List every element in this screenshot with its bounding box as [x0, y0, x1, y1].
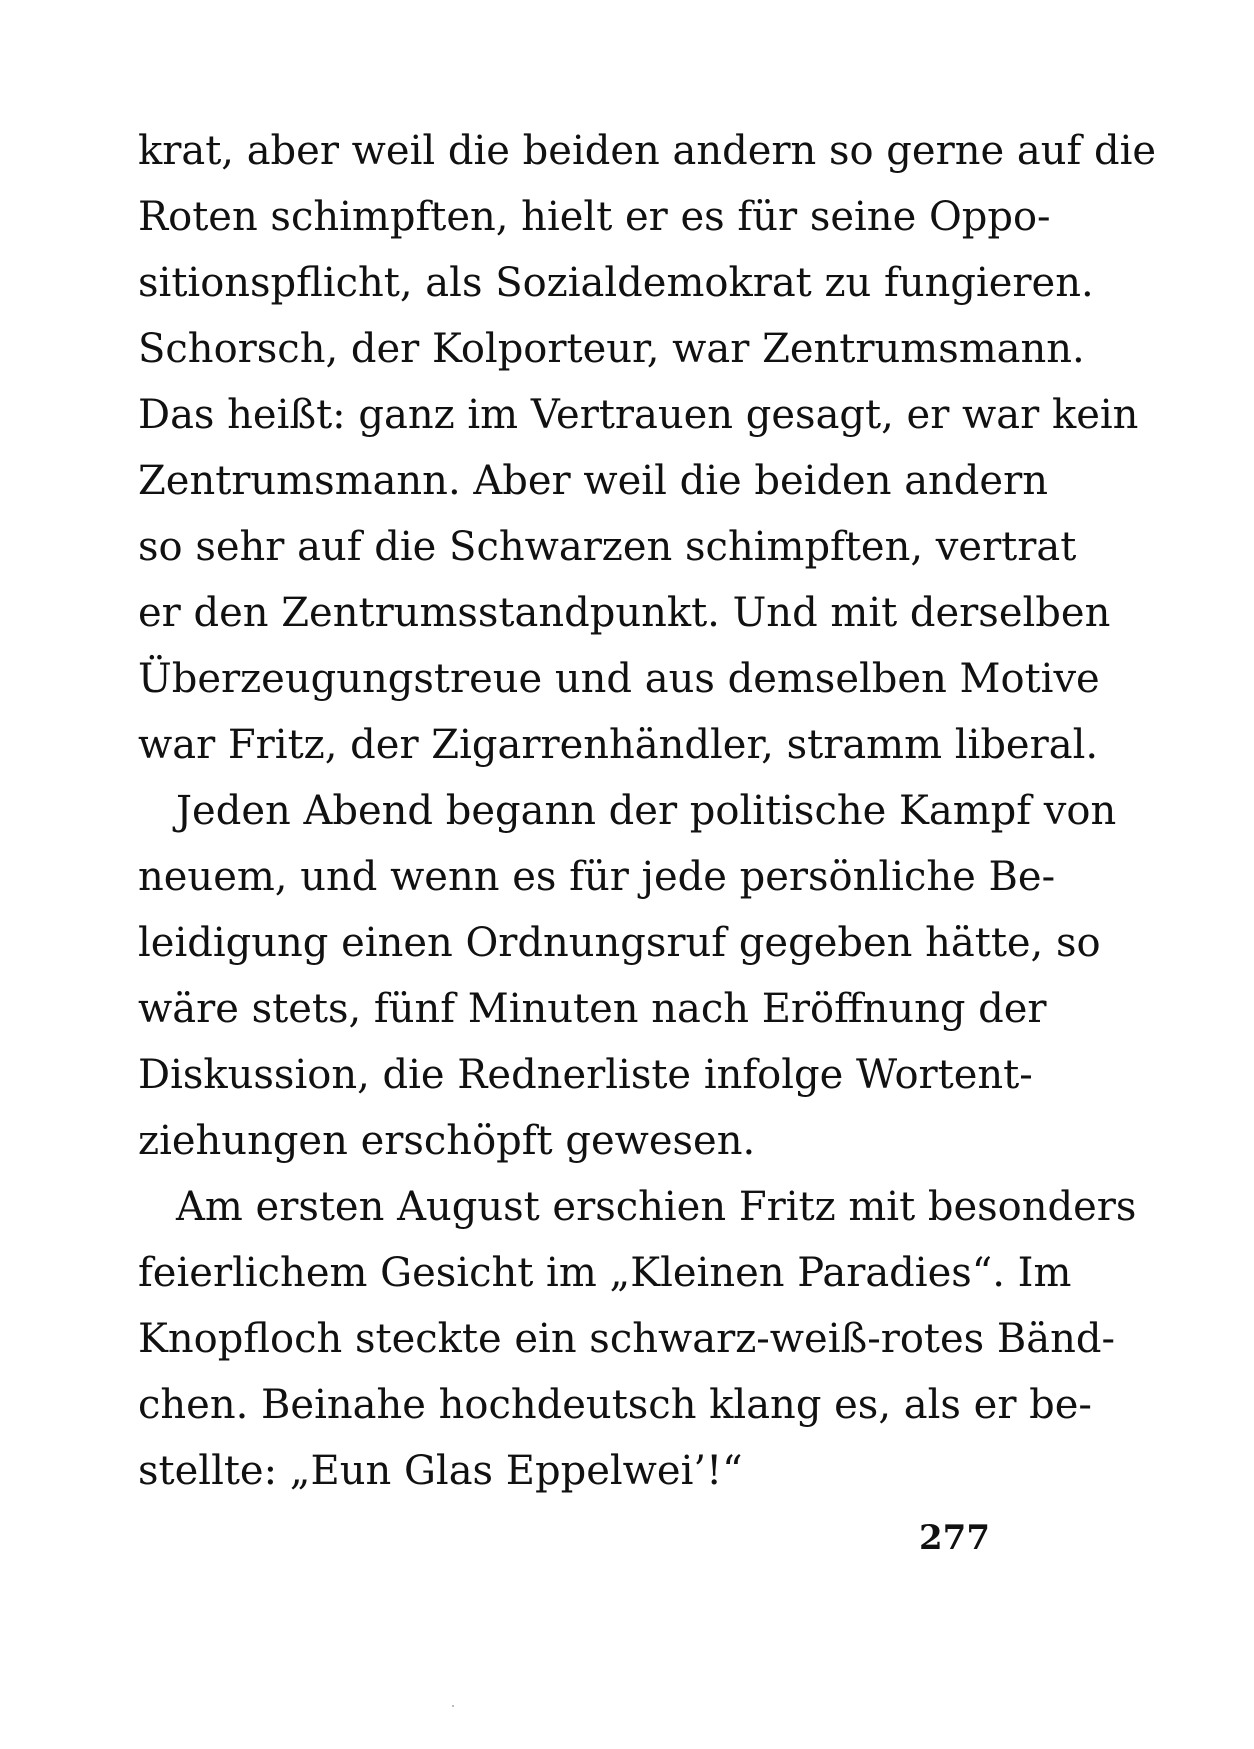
body-text: [138, 118, 1157, 1504]
text-line: leidigung einen Ordnungsruf gegeben hätte, so: [138, 920, 1101, 966]
text-line: war Fritz, der Zigarrenhändler, stramm liberal.: [138, 722, 1099, 768]
text-line: ziehungen erschöpft gewesen.: [138, 1118, 756, 1164]
text-line: er den Zentrumsstandpunkt. Und mit derselben: [138, 590, 1111, 636]
text-line: chen. Beinahe hochdeutsch klang es, als er be-: [138, 1382, 1092, 1428]
text-line: Roten schimpften, hielt er es für seine Oppo-: [138, 194, 1051, 240]
text-line: neuem, und wenn es für jede persönliche Be-: [138, 854, 1056, 900]
scan-speck: [452, 1705, 454, 1707]
text-line: Überzeugungstreue und aus demselben Motive: [138, 656, 1100, 702]
text-line: Jeden Abend begann der politische Kampf von: [176, 788, 1117, 834]
page-number: 277: [919, 1518, 990, 1558]
text-line: krat, aber weil die beiden andern so gerne auf die: [138, 128, 1157, 174]
text-line: Das heißt: ganz im Vertrauen gesagt, er war kein: [138, 392, 1139, 438]
text-line: so sehr auf die Schwarzen schimpften, vertrat: [138, 524, 1077, 570]
text-line: Zentrumsmann. Aber weil die beiden andern: [138, 458, 1048, 504]
text-line: feierlichem Gesicht im „Kleinen Paradies“. Im: [138, 1250, 1072, 1296]
text-line: Am ersten August erschien Fritz mit besonders: [176, 1184, 1137, 1230]
text-line: stellte: „Eun Glas Eppelwei’!“: [138, 1448, 743, 1494]
text-line: sitionspflicht, als Sozialdemokrat zu fungieren.: [138, 260, 1094, 306]
text-line: Schorsch, der Kolporteur, war Zentrumsmann.: [138, 326, 1085, 372]
text-line: wäre stets, fünf Minuten nach Eröffnung der: [138, 986, 1047, 1032]
text-line: Knopfloch steckte ein schwarz-weiß-rotes Bänd-: [138, 1316, 1116, 1362]
text-line: Diskussion, die Rednerliste infolge Wortent-: [138, 1052, 1033, 1098]
